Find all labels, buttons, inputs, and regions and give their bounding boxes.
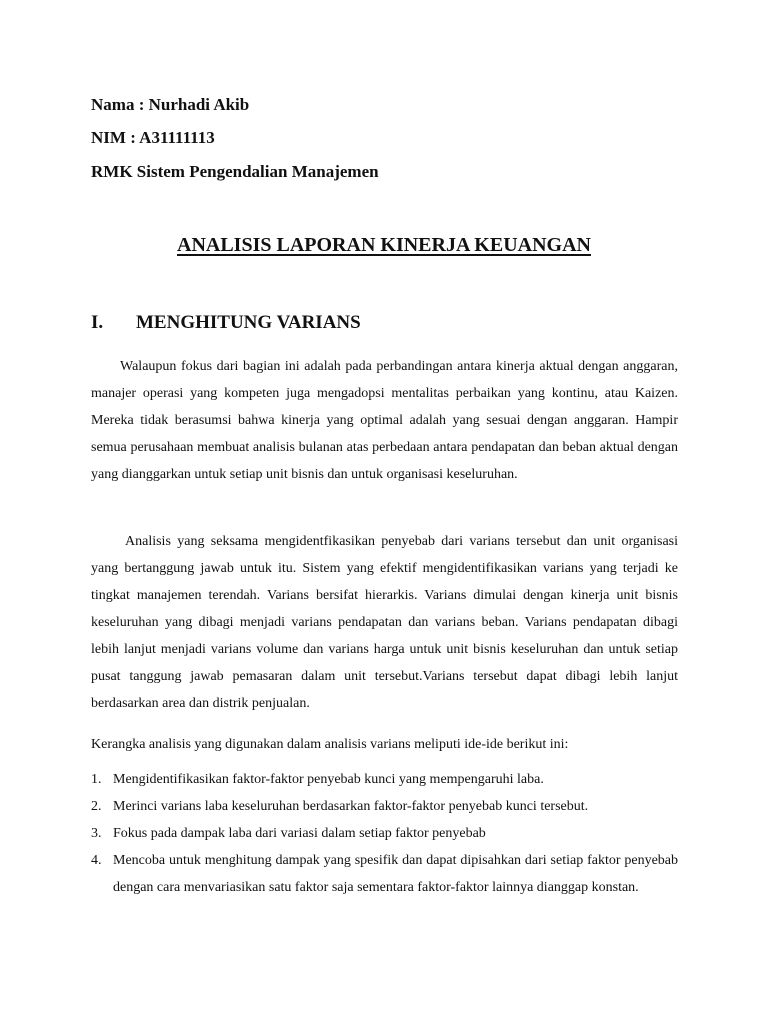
section-title: MENGHITUNG VARIANS (136, 312, 361, 333)
list-item (91, 766, 678, 793)
list-item (91, 847, 678, 901)
list-item (91, 820, 678, 847)
list-item-number: 3. (91, 826, 102, 841)
paragraph: Analisis yang seksama mengidentfikasikan penyebab dari varians tersebut dan unit organisasi yang bertanggung jawab untuk itu. Sistem yang efektif mengidentifikasikan varians yang terjadi ke tingkat manajemen terendah. Varians bersifat hierarkis. Varians dimulai dengan kinerja unit bisnis keseluruhan yang dibagi menjadi varians pendapatan dan varians beban. Varians pendapatan dibagi lebih lanjut menjadi varians volume dan varians harga untuk unit bisnis keseluruhan dan untuk setiap pusat tanggung jawab pemasaran dalam unit tersebut.Varians tersebut dapat dibagi lebih lanjut berdasarkan area dan distrik penjualan. (91, 534, 678, 711)
course-name: RMK Sistem Pengendalian Manajemen (91, 162, 379, 181)
document-title-text: ANALISIS LAPORAN KINERJA KEUANGAN (177, 234, 591, 256)
list-item-text: Mencoba untuk menghitung dampak yang spesifik dan dapat dipisahkan dari setiap faktor penyebab dengan cara menvariasikan satu faktor saja sementara faktor-faktor lainnya dianggap konstan. (113, 853, 678, 895)
list-intro: Kerangka analisis yang digunakan dalam analisis varians meliputi ide-ide berikut ini: (91, 737, 569, 752)
student-nim: NIM : A31111113 (91, 128, 215, 147)
list-item-text: Fokus pada dampak laba dari variasi dalam setiap faktor penyebab (113, 826, 486, 841)
numbered-list (91, 766, 678, 901)
paragraph: Walaupun fokus dari bagian ini adalah pada perbandingan antara kinerja aktual dengan anggaran, manajer operasi yang kompeten juga mengadopsi mentalitas perbaikan yang kontinu, atau Kaizen. Mereka tidak berasumsi bahwa kinerja yang optimal adalah yang sesuai dengan anggaran. Hampir semua perusahaan membuat analisis bulanan atas perbedaan antara pendapatan dan beban aktual dengan yang dianggarkan untuk setiap unit bisnis dan untuk organisasi keseluruhan. (91, 359, 678, 482)
student-name: Nama : Nurhadi Akib (91, 95, 250, 114)
list-item-text: Mengidentifikasikan faktor-faktor penyebab kunci yang mempengaruhi laba. (113, 772, 544, 787)
list-item-number: 2. (91, 799, 102, 814)
list-item-text: Merinci varians laba keseluruhan berdasarkan faktor-faktor penyebab kunci tersebut. (113, 799, 589, 814)
list-item-number: 1. (91, 772, 102, 787)
section-number: I. (91, 312, 104, 333)
list-item-number: 4. (91, 853, 102, 868)
list-item (91, 793, 678, 820)
document-title (0, 234, 768, 257)
